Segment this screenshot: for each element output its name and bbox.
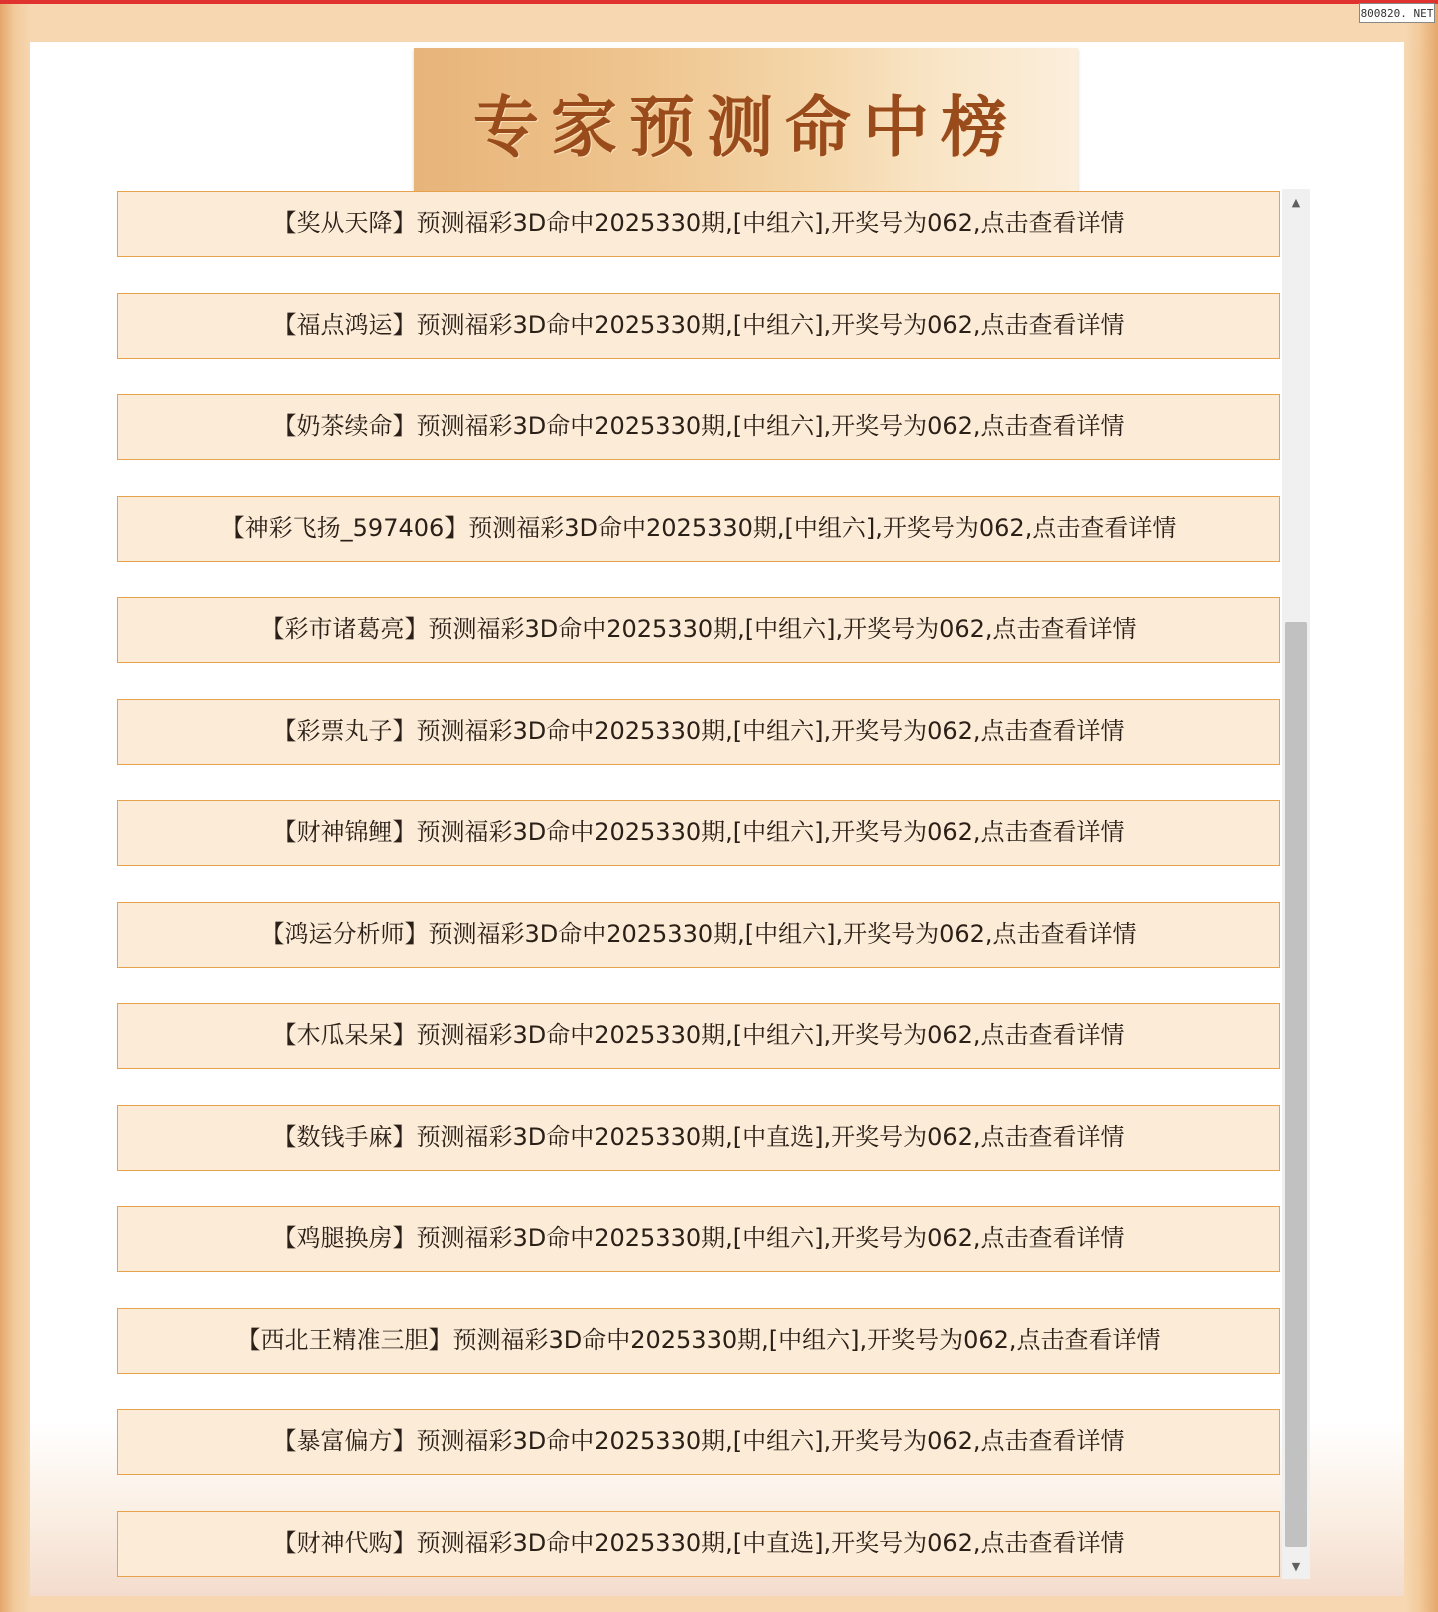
list-item[interactable]: 【木瓜呆呆】预测福彩3D命中2025330期,[中组六],开奖号为062,点击查看详情: [117, 1003, 1280, 1069]
expert-hit-list: [117, 191, 1280, 1612]
list-item[interactable]: 【西北王精准三胆】预测福彩3D命中2025330期,[中组六],开奖号为062,点击查看详情: [117, 1308, 1280, 1374]
list-item[interactable]: 【彩市诸葛亮】预测福彩3D命中2025330期,[中组六],开奖号为062,点击查看详情: [117, 597, 1280, 663]
triangle-up-icon[interactable]: ▲: [1291, 196, 1301, 209]
list-item[interactable]: 【彩票丸子】预测福彩3D命中2025330期,[中组六],开奖号为062,点击查看详情: [117, 699, 1280, 765]
header-banner: [414, 48, 1078, 196]
list-item[interactable]: 【鸿运分析师】预测福彩3D命中2025330期,[中组六],开奖号为062,点击查看详情: [117, 902, 1280, 968]
list-item[interactable]: 【奶茶续命】预测福彩3D命中2025330期,[中组六],开奖号为062,点击查看详情: [117, 394, 1280, 460]
list-item[interactable]: 【神彩飞扬_597406】预测福彩3D命中2025330期,[中组六],开奖号为062,点击查看详情: [117, 496, 1280, 562]
list-item[interactable]: 【财神代购】预测福彩3D命中2025330期,[中直选],开奖号为062,点击查看详情: [117, 1511, 1280, 1577]
list-item[interactable]: 【财神锦鲤】预测福彩3D命中2025330期,[中组六],开奖号为062,点击查看详情: [117, 800, 1280, 866]
list-item[interactable]: 【鸡腿换房】预测福彩3D命中2025330期,[中组六],开奖号为062,点击查看详情: [117, 1206, 1280, 1272]
list-item[interactable]: 【暴富偏方】预测福彩3D命中2025330期,[中组六],开奖号为062,点击查看详情: [117, 1409, 1280, 1475]
top-accent-line: [0, 0, 1438, 4]
site-watermark: 800820. NET: [1359, 3, 1435, 23]
list-item[interactable]: 【奖从天降】预测福彩3D命中2025330期,[中组六],开奖号为062,点击查看详情: [117, 191, 1280, 257]
list-item[interactable]: 【数钱手麻】预测福彩3D命中2025330期,[中直选],开奖号为062,点击查看详情: [117, 1105, 1280, 1171]
triangle-down-icon[interactable]: ▼: [1291, 1560, 1301, 1573]
list-item[interactable]: 【福点鸿运】预测福彩3D命中2025330期,[中组六],开奖号为062,点击查看详情: [117, 293, 1280, 359]
scrollbar-thumb[interactable]: [1285, 622, 1307, 1547]
page-title: 专家预测命中榜: [473, 89, 1019, 166]
vertical-scrollbar[interactable]: [1282, 189, 1310, 1579]
